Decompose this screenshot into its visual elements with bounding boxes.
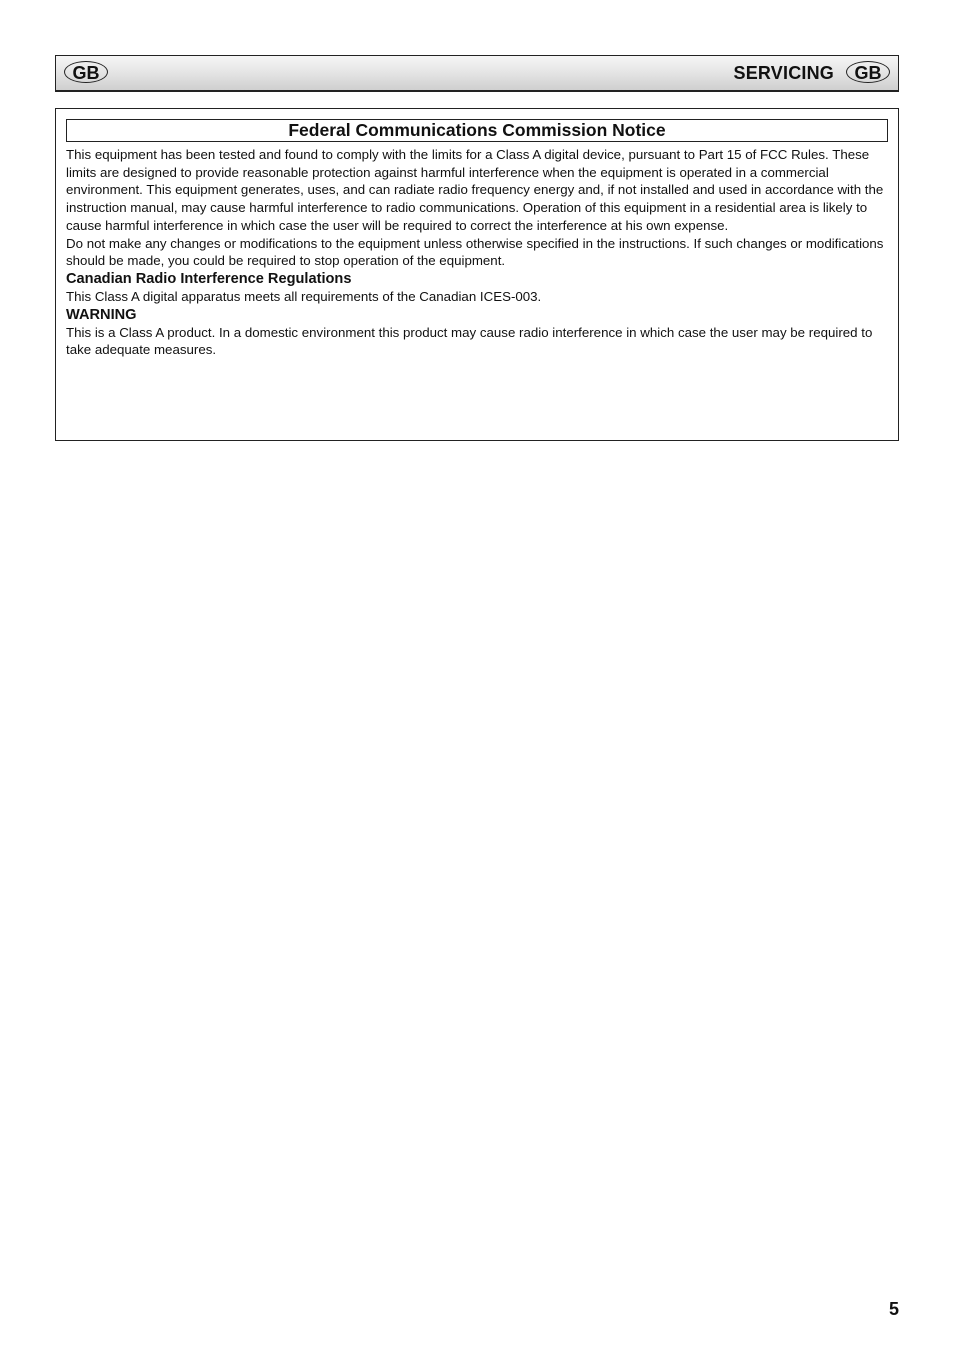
- page-header: [55, 55, 899, 92]
- language-badge-left: GB: [64, 61, 108, 83]
- fcc-compliance-paragraph: This equipment has been tested and found to comply with the limits for a Class A digital device, pursuant to Part 15 of FCC Rules. These limits are designed to provide reasonable protection against harmful interference when the equipment is operated in a commercial environment. This equipment generates, uses, and can radiate radio frequency energy and, if not installed and used in accordance with the instruction manual, may cause harmful interference to radio communications. Operation of this equipment in a residential area is likely to cause harmful interference in which case the user will be required to correct the interference at his own expense.: [66, 147, 884, 233]
- fcc-notice-box: [55, 108, 899, 441]
- canadian-regulations-text: This Class A digital apparatus meets all requirements of the Canadian ICES-003.: [66, 288, 542, 304]
- notice-title: Federal Communications Commission Notice: [66, 119, 888, 142]
- notice-content: [66, 146, 890, 359]
- warning-text: This is a Class A product. In a domestic environment this product may cause radio interference in which case the user may be required to take adequate measures.: [66, 324, 873, 358]
- canadian-regulations-heading: Canadian Radio Interference Regulations: [66, 270, 352, 287]
- warning-heading: WARNING: [66, 306, 137, 323]
- section-title: SERVICING: [733, 63, 834, 83]
- modifications-paragraph: Do not make any changes or modifications to the equipment unless otherwise specified in the instructions. If such changes or modifications should be made, you could be required to stop operation of the equipment.: [66, 235, 884, 269]
- page-number: 5: [888, 1299, 899, 1319]
- language-badge-right: GB: [846, 61, 890, 83]
